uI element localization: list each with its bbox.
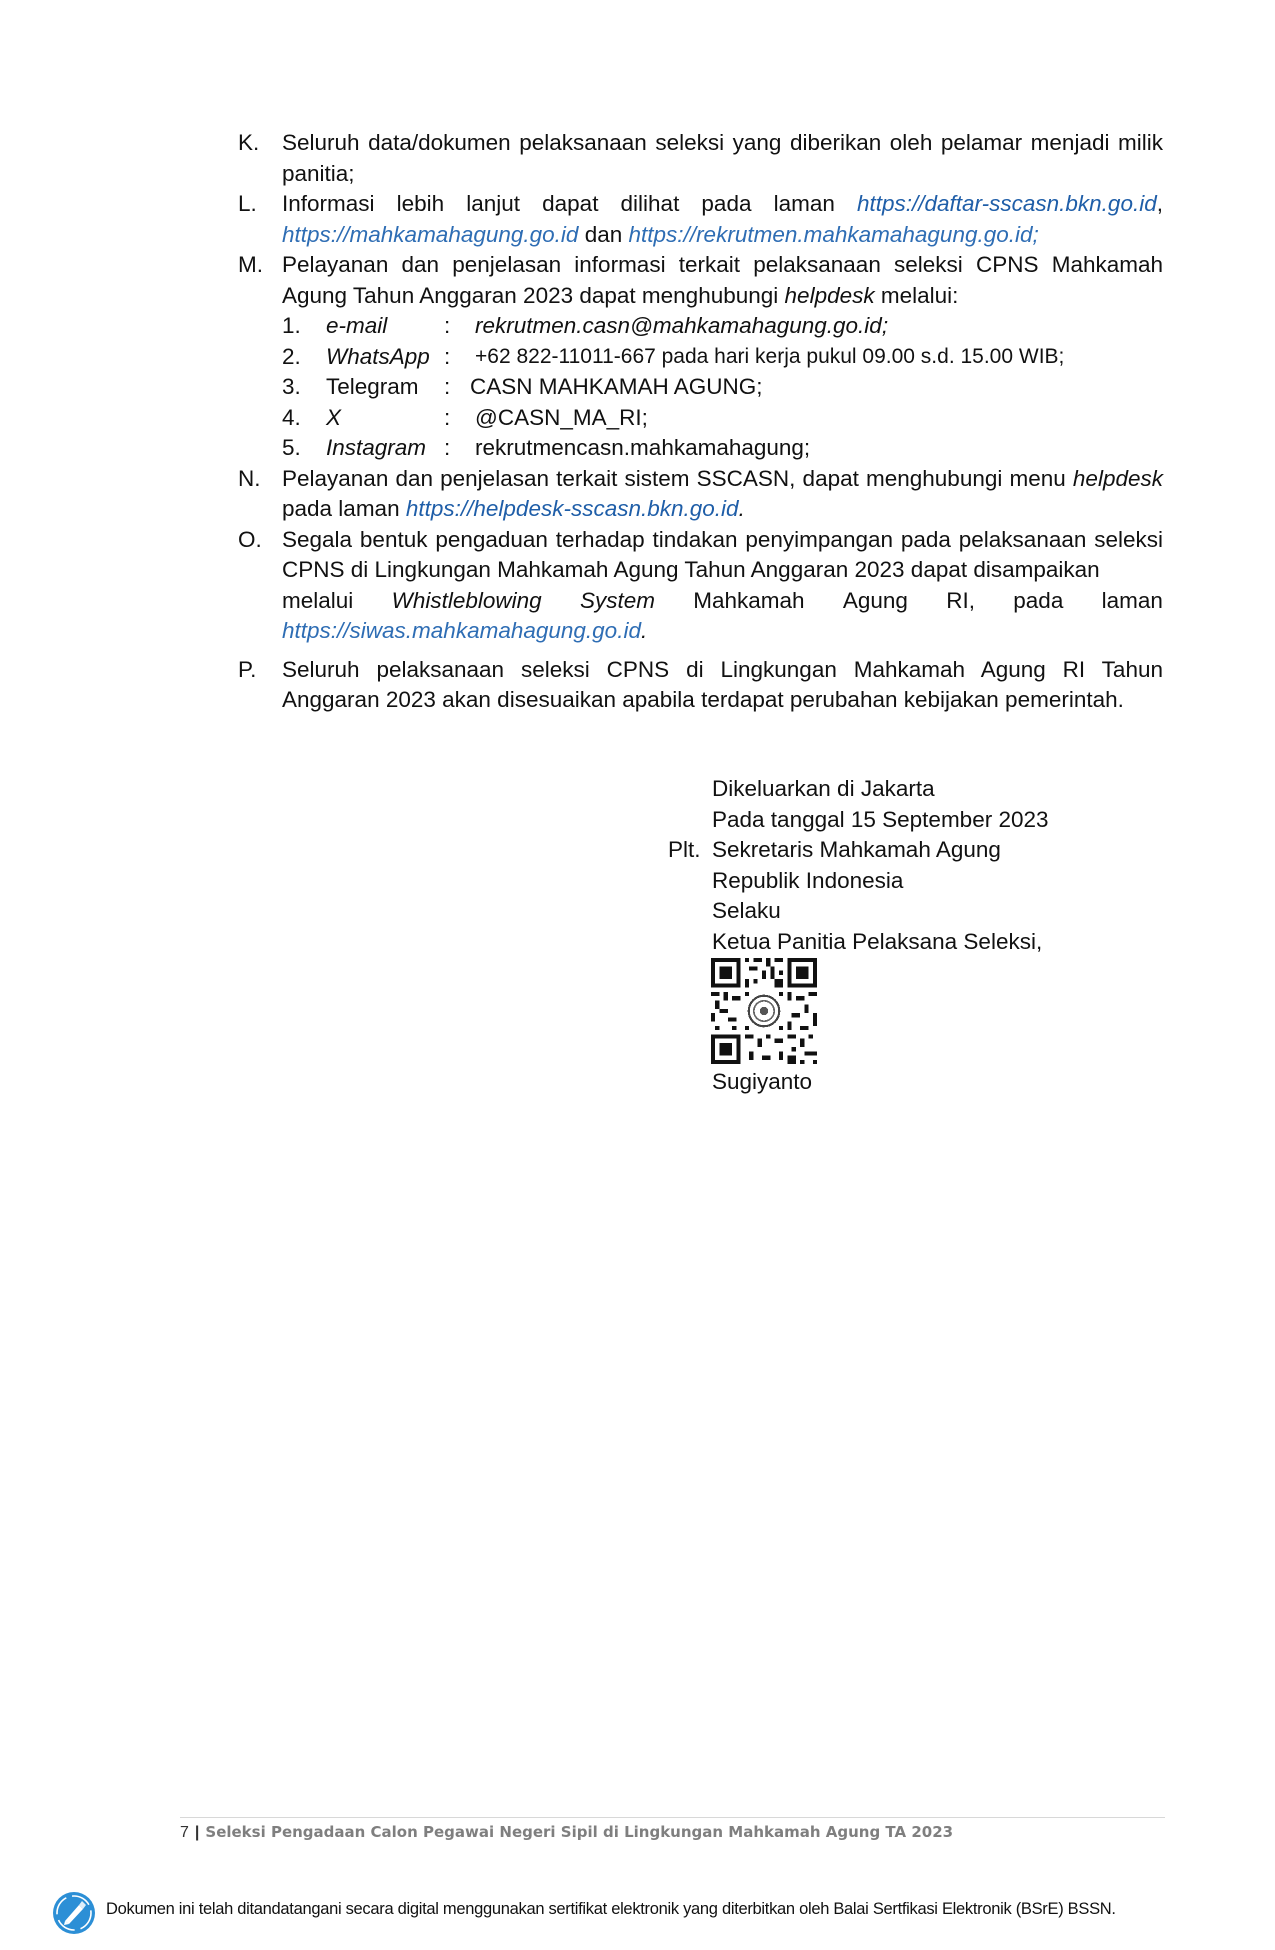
main-content (238, 128, 1163, 716)
item-letter: O. (238, 526, 262, 552)
signer-name: Sugiyanto (712, 1069, 813, 1094)
item-letter: M. (238, 252, 263, 277)
contact-number: 5. (282, 435, 301, 460)
item-n (238, 464, 1163, 525)
item-text-connector: dan (584, 221, 623, 247)
item-l (238, 189, 1163, 250)
contact-label: e-mail (326, 313, 388, 338)
signer-position-1: Sekretaris Mahkamah Agung (712, 837, 1001, 862)
item-letter: N. (238, 465, 261, 491)
page-number: 7 (180, 1824, 189, 1841)
item-text-end: melalui: (880, 282, 959, 308)
item-text-end: . (738, 496, 745, 521)
footer-separator: | (194, 1824, 200, 1841)
issued-date: Pada tanggal 15 September 2023 (712, 806, 1049, 832)
signature-block (668, 774, 1049, 957)
contact-colon: : (444, 343, 451, 369)
signer-position-3: Selaku (712, 898, 781, 923)
word: RI, (946, 587, 975, 613)
item-p (238, 655, 1163, 716)
contact-number: 4. (282, 404, 301, 430)
item-letter: P. (238, 656, 257, 682)
contact-list (238, 311, 1163, 464)
item-text: Pelayanan dan penjelasan informasi terkait pelaksanaan seleksi CPNS Mahkamah Agung Tahun Anggaran 2023 dapat menghubungi (282, 252, 1163, 308)
contact-label: Telegram (326, 374, 419, 399)
contact-colon: : (444, 313, 451, 338)
contact-label: X (326, 404, 342, 430)
word: melalui (282, 587, 354, 613)
footer-title: Seleksi Pengadaan Calon Pegawai Negeri Sipil di Lingkungan Mahkamah Agung TA 2023 (205, 1823, 954, 1841)
signer-position-2: Republik Indonesia (712, 867, 904, 893)
link-mahkamahagung[interactable]: https://mahkamahagung.go.id (282, 221, 579, 247)
contact-value-telegram: CASN MAHKAMAH AGUNG; (470, 374, 763, 399)
signer-position-row (668, 835, 1049, 866)
contact-value-whatsapp: +62 822-11011-667 pada hari kerja pukul 09.00 s.d. 15.00 WIB; (475, 344, 1065, 368)
item-text: Pelayanan dan penjelasan terkait sistem SSCASN, dapat menghubungi menu (282, 465, 1066, 491)
item-letter: L. (238, 191, 257, 216)
word: Mahkamah (693, 587, 805, 613)
contact-label: Instagram (326, 435, 427, 460)
plt-label: Plt. (668, 837, 701, 862)
contact-colon: : (444, 404, 451, 430)
link-helpdesk-sscasn[interactable]: https://helpdesk-sscasn.bkn.go.id (405, 496, 739, 521)
contact-number: 1. (282, 313, 301, 338)
emphasis-helpdesk: helpdesk (784, 282, 875, 308)
link-daftar-sscasn[interactable]: https://daftar-sscasn.bkn.go.id (856, 191, 1157, 216)
contact-row-instagram (238, 433, 1163, 464)
contact-label: WhatsApp (326, 343, 430, 369)
word-system: System (579, 587, 655, 613)
link-rekrutmen[interactable]: https://rekrutmen.mahkamahagung.go.id; (628, 221, 1039, 247)
bsre-signature-icon (52, 1891, 96, 1935)
contact-row-x (238, 403, 1163, 434)
item-o-justified-line (282, 586, 1163, 617)
item-text: Seluruh data/dokumen pelaksanaan seleksi yang diberikan oleh pelamar menjadi milik panitia; (282, 130, 1163, 186)
contact-value-instagram: rekrutmencasn.mahkamahagung; (475, 435, 811, 460)
word: laman (1101, 587, 1163, 613)
contact-number: 2. (282, 343, 301, 369)
link-siwas[interactable]: https://siwas.mahkamahagung.go.id (282, 618, 641, 643)
contact-row-email (238, 311, 1163, 342)
issued-place: Dikeluarkan di Jakarta (712, 776, 935, 801)
contact-value-x: @CASN_MA_RI; (475, 404, 648, 430)
link-separator: , (1156, 191, 1163, 216)
contact-colon: : (444, 435, 451, 460)
item-text-mid: pada laman (282, 496, 400, 521)
contact-colon: : (444, 374, 451, 399)
item-o (238, 525, 1163, 647)
bsre-digital-signature-note: Dokumen ini telah ditandatangani secara digital menggunakan sertifikat elektronik yang diterbitkan oleh Balai Sertfikasi Elektronik (BSrE) BSSN. (106, 1900, 1116, 1918)
word-whistleblowing: Whistleblowing (391, 587, 542, 613)
item-letter: K. (238, 130, 260, 155)
item-text: Segala bentuk pengaduan terhadap tindakan penyimpangan pada pelaksanaan seleksi CPNS di Lingkungan Mahkamah Agung Tahun Anggaran 2023 dapat disampaikan (282, 526, 1163, 582)
word: pada (1013, 587, 1064, 613)
contact-row-whatsapp (238, 342, 1163, 373)
item-m (238, 250, 1163, 311)
signer-position-4: Ketua Panitia Pelaksana Seleksi, (712, 928, 1043, 954)
item-text: Informasi lebih lanjut dapat dilihat pada laman (282, 191, 835, 216)
word: Agung (842, 587, 908, 613)
contact-row-telegram (238, 372, 1163, 403)
item-text-end: . (640, 618, 648, 643)
item-k (238, 128, 1163, 189)
contact-value-email: rekrutmen.casn@mahkamahagung.go.id; (475, 313, 889, 338)
item-text: Seluruh pelaksanaan seleksi CPNS di Lingkungan Mahkamah Agung RI Tahun Anggaran 2023 akan disesuaikan apabila terdapat perubahan kebijakan pemerintah. (282, 656, 1163, 712)
page-footer (180, 1822, 953, 1843)
emphasis-helpdesk: helpdesk (1072, 465, 1163, 491)
qr-code-signature-icon (711, 958, 817, 1064)
footer-divider (180, 1817, 1165, 1818)
contact-number: 3. (282, 374, 301, 399)
